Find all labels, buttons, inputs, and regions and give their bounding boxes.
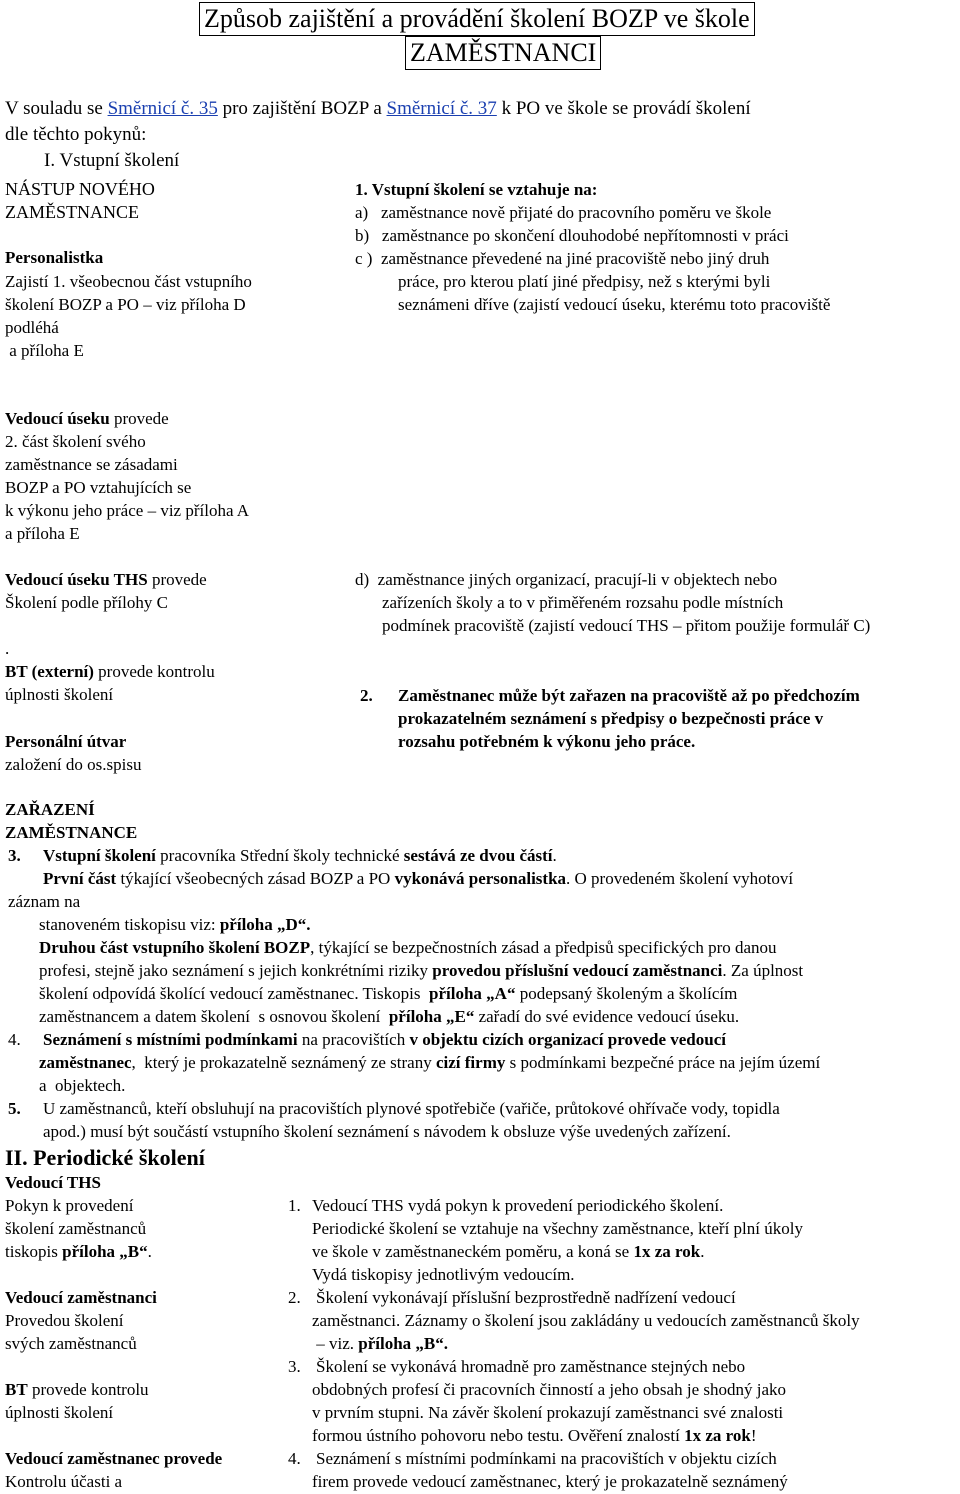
item-d-l3: podmínek pracoviště (zajistí vedoucí THS – přitom použije formulář C) — [382, 616, 871, 635]
sec2-bt: BT provede kontrolu — [5, 1380, 149, 1399]
item-c-l3: seznámeni dříve (zajistí vedoucí úseku, kterému toto pracoviště — [398, 295, 831, 314]
item3-l3: záznam na — [8, 892, 81, 911]
sec2-r9: obdobných profesí či pracovních činností a jeho obsah je shodný jako — [312, 1380, 786, 1399]
item3-l7: školení odpovídá školící vedoucí zaměstnanec. Tiskopis příloha „A“ podepsaný školeným a školícím — [39, 984, 738, 1003]
link-smernice-37[interactable]: Směrnicí č. 37 — [386, 98, 497, 119]
personalni-utvar: Personální útvar — [5, 732, 127, 751]
section1-heading: I. Vstupní školení — [44, 150, 180, 171]
vedouci-useku-l6: a příloha E — [5, 524, 80, 543]
link-smernice-35[interactable]: Směrnicí č. 35 — [107, 98, 218, 119]
vedouci-useku-l2: 2. část školení svého — [5, 432, 146, 451]
personalni-utvar-l2: založení do os.spisu — [5, 755, 142, 774]
vedouci-useku-l4: BOZP a PO vztahujících se — [5, 478, 192, 497]
item-d-l2: zařízeních školy a to v přiměřeném rozsahu podle místních — [382, 593, 784, 612]
sec2-r6: zaměstnanci. Záznamy o školení jsou zakládány u vedoucích zaměstnanců školy — [312, 1311, 860, 1330]
bt-l2: úplnosti školení — [5, 685, 114, 704]
skoleni-text: školení BOZP a PO – viz příloha D — [5, 295, 246, 314]
item3-l2: První část týkající všeobecných zásad BOZP a PO vykonává personalistka. O provedeném školení vyhotoví — [43, 869, 794, 888]
sec2-pokyn: Pokyn k provedení — [5, 1196, 134, 1215]
sec2-n2: 2. — [288, 1288, 301, 1307]
item4-number: 4. — [8, 1030, 21, 1049]
sec2-r13: firem provede vedoucí zaměstnanec, který je prokazatelně seznámený — [312, 1472, 788, 1491]
item3-l8: zaměstnancem a datem školení s osnovou školení příloha „E“ zařadí do své evidence vedoucí úseku. — [39, 1007, 740, 1026]
item4-l1: Seznámení s místními podmínkami na pracovištích v objektu cizích organizací provede vedoucí — [43, 1030, 726, 1049]
item-a: a) zaměstnance nově přijaté do pracovního poměru ve škole — [355, 203, 772, 222]
sec2-r1: Vedoucí THS vydá pokyn k provedení periodického školení. — [312, 1196, 724, 1215]
item4-l2: zaměstnanec, který je prokazatelně seznámený ze strany cizí firmy s podmínkami bezpečné práce na jejím území — [39, 1053, 821, 1072]
sec2-r8: Školení se vykonává hromadně pro zaměstnance stejných nebo — [316, 1357, 746, 1376]
vedouci-useku-line: Vedoucí úseku provede — [5, 409, 169, 428]
item3-l6: profesi, stejně jako seznámení s jejich konkrétními riziky provedou příslušní vedoucí zaměstnanci. Za úplnost — [39, 961, 804, 980]
item2-l3: rozsahu potřebném k výkonu jeho práce. — [398, 732, 696, 751]
nastup-noveho: NÁSTUP NOVÉHO — [5, 179, 155, 199]
sec2-n1: 1. — [288, 1196, 301, 1215]
dot: . — [5, 639, 10, 658]
item2-l1: Zaměstnanec může být zařazen na pracoviště až po předchozím — [398, 686, 860, 705]
zarazeni-heading-2: ZAMĚSTNANCE — [5, 823, 138, 842]
sec2-r10: v prvním stupni. Na závěr školení prokazují zaměstnanci své znalosti — [312, 1403, 784, 1422]
sec2-vedouci-provede: Vedoucí zaměstnanec provede — [5, 1449, 223, 1468]
sec2-provedou: Provedou školení — [5, 1311, 124, 1330]
sec2-r4: Vydá tiskopisy jednotlivým vedoucím. — [312, 1265, 575, 1284]
sec2-kontrolu: Kontrolu účasti a — [5, 1472, 123, 1491]
item2-l2: prokazatelném seznámení s předpisy o bezpečnosti práce v — [398, 709, 824, 728]
intro-line2: dle těchto pokynů: — [5, 124, 147, 145]
item5-l1: U zaměstnanců, kteří obsluhují na pracovištích plynové spotřebiče (vařiče, průtokové ohřívače vody, topidla — [43, 1099, 780, 1118]
ths-line: Vedoucí úseku THS provede — [5, 570, 207, 589]
sec2-r5: Školení vykonávají příslušní bezprostředně nadřízení vedoucí — [316, 1288, 736, 1307]
zajisti-text: Zajistí 1. všeobecnou část vstupního — [5, 272, 252, 291]
intro-line1: V souladu se Směrnicí č. 35 pro zajištění BOZP a Směrnicí č. 37 k PO ve škole se provádí školení — [5, 98, 751, 119]
sec2-tiskopis: tiskopis příloha „B“. — [5, 1242, 152, 1261]
item-c: c ) zaměstnance převedené na jiné pracoviště nebo jiný druh — [355, 249, 770, 268]
item-d: d) zaměstnance jiných organizací, pracují-li v objektech nebo — [355, 570, 778, 589]
vedouci-useku-l3: zaměstnance se zásadami — [5, 455, 178, 474]
sec2-r11: formou ústního pohovoru nebo testu. Ověření znalostí 1x za rok! — [312, 1426, 757, 1445]
item2-number: 2. — [360, 686, 373, 705]
item-b: b) zaměstnance po skončení dlouhodobé nepřítomnosti v práci — [355, 226, 789, 245]
item4-l3: a objektech. — [39, 1076, 126, 1095]
page-title-line2: ZAMĚSTNANCI — [405, 36, 601, 70]
zarazeni-heading-1: ZAŘAZENÍ — [5, 800, 95, 819]
item5-l2: apod.) musí být součástí vstupního školení seznámení s návodem k obsluze výše uvedených zařízení. — [43, 1122, 731, 1141]
sec2-vedouci-zamestnanci: Vedoucí zaměstnanci — [5, 1288, 157, 1307]
item5-number: 5. — [8, 1099, 21, 1118]
sec2-n4: 4. — [288, 1449, 301, 1468]
zamestnance-label: ZAMĚSTNANCE — [5, 202, 139, 222]
ths-l2: Školení podle přílohy C — [5, 593, 168, 612]
page-title-line1: Způsob zajištění a provádění školení BOZP ve škole — [199, 2, 755, 36]
vedouci-useku-l5: k výkonu jeho práce – viz příloha A — [5, 501, 250, 520]
priloha-e-text: a příloha E — [5, 341, 84, 360]
sec2-n3: 3. — [288, 1357, 301, 1376]
sec2-vedouci-ths: Vedoucí THS — [5, 1173, 101, 1192]
sec2-r12: Seznámení s místními podmínkami na pracovištích v objektu cizích — [316, 1449, 777, 1468]
sec2-r3: ve škole v zaměstnaneckém poměru, a koná se 1x za rok. — [312, 1242, 705, 1261]
section2-heading: II. Periodické školení — [5, 1145, 205, 1170]
sec2-r7: – viz. příloha „B“. — [312, 1334, 449, 1353]
item3-l5: Druhou část vstupního školení BOZP, týkající se bezpečnostních zásad a předpisů specifických pro danou — [39, 938, 777, 957]
sec2-skoleni-zamestnancu: školení zaměstnanců — [5, 1219, 147, 1238]
sec2-uplnosti: úplnosti školení — [5, 1403, 114, 1422]
item-c-l2: práce, pro kterou platí jiné předpisy, než s kterými byli — [398, 272, 771, 291]
bt-line: BT (externí) provede kontrolu — [5, 662, 215, 681]
item3-l4: stanoveném tiskopisu viz: příloha „D“. — [39, 915, 311, 934]
item3-l1: Vstupní školení pracovníka Střední školy technické sestává ze dvou částí. — [43, 846, 557, 865]
sec2-r2: Periodické školení se vztahuje na všechny zaměstnance, kteří plní úkoly — [312, 1219, 803, 1238]
item3-number: 3. — [8, 846, 21, 865]
vstupni-skoleni-applies: 1. Vstupní školení se vztahuje na: — [355, 180, 598, 199]
podleha-text: podléhá — [5, 318, 59, 337]
sec2-svych: svých zaměstnanců — [5, 1334, 137, 1353]
personalistka-label: Personalistka — [5, 248, 104, 267]
